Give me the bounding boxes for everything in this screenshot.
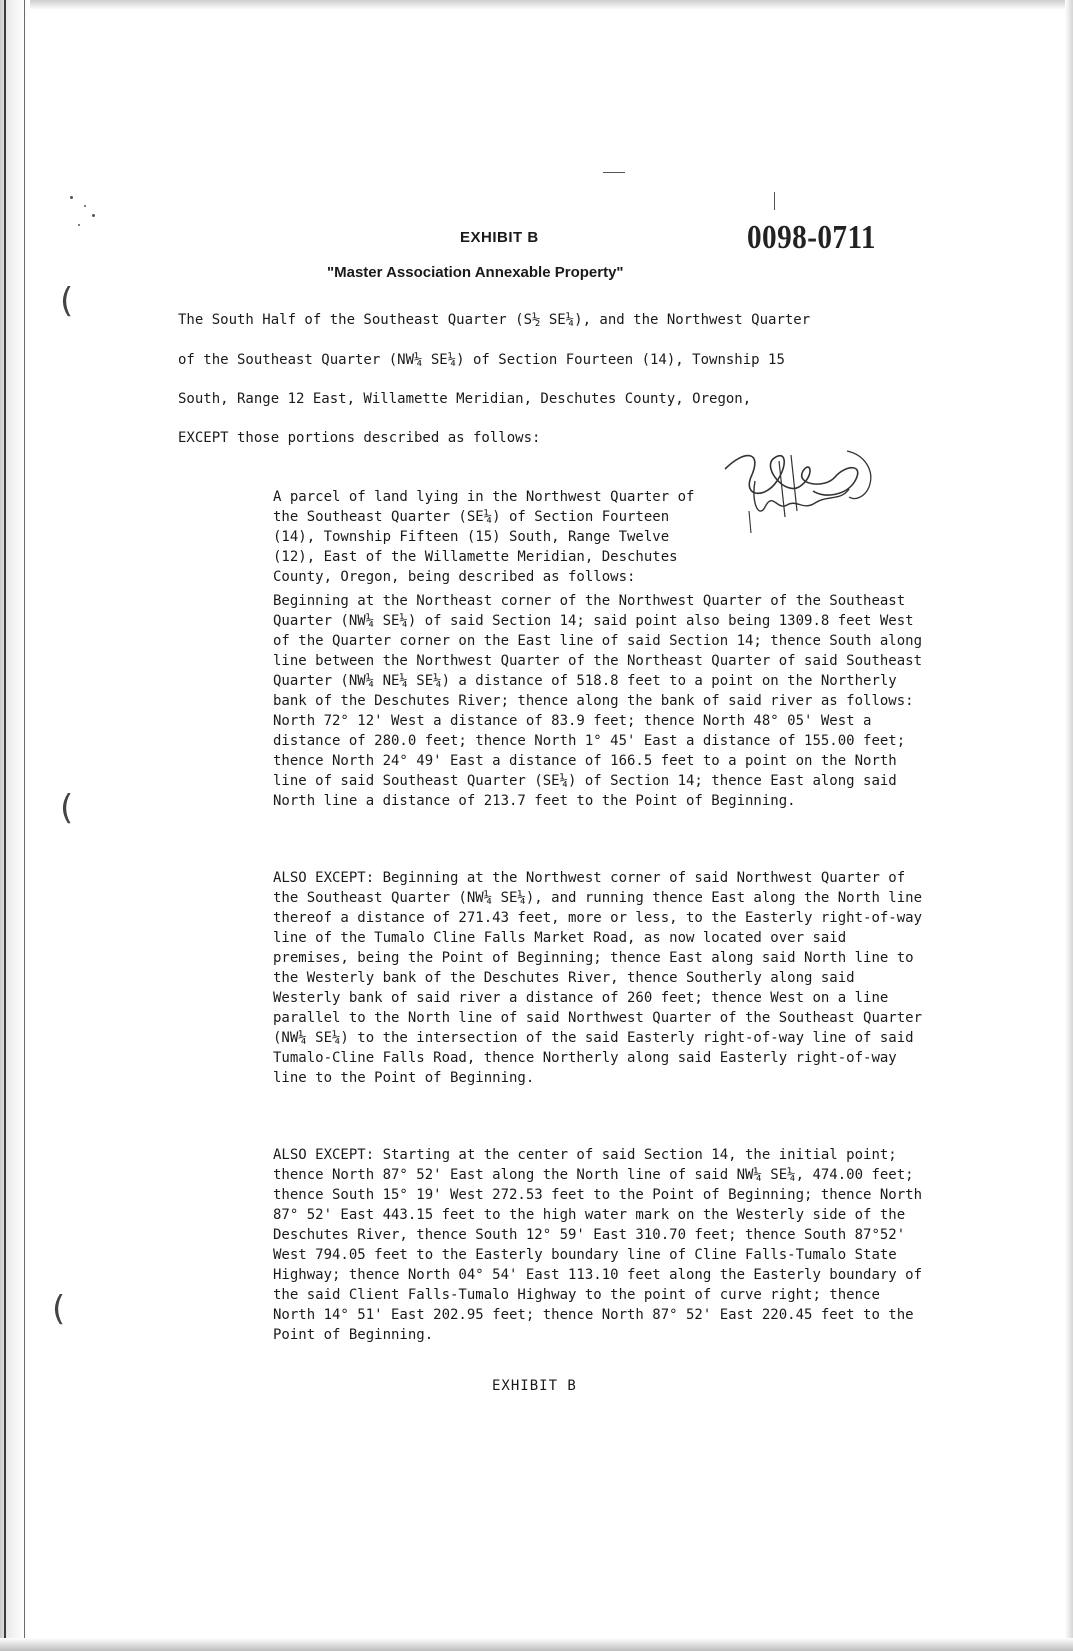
- scan-speck: [92, 214, 95, 217]
- binder-hole-mark: (: [52, 1289, 66, 1329]
- scan-edge-left: [0, 0, 30, 1651]
- scan-speck: [774, 192, 775, 210]
- scan-rule-line: [24, 0, 25, 1651]
- also-except-paragraph-2: ALSO EXCEPT: Starting at the center of said Section 14, the initial point; thence North 87° 52' East along the North line of said NW¼ SE¼, 474.00 feet; thence South 15° 19' West 272.53 feet to the Point of Beginning; thence North 87° 52' East 443.15 feet to the high water mark on the Westerly side of the Deschutes River, thence South 12° 59' East 310.70 feet; thence South 87°52' West 794.05 feet to the Easterly boundary line of Cline Falls-Tumalo State Highway; thence North 04° 54' East 113.10 feet along the Easterly boundary of the said Client Falls-Tumalo Highway to the point of curve right; thence North 14° 51' East 202.95 feet; thence North 87° 52' East 220.45 feet to the Point of Beginning.: [273, 1147, 923, 1343]
- scan-speck: [84, 205, 86, 207]
- scan-edge-right: [1065, 0, 1073, 1651]
- beginning-paragraph: Beginning at the Northeast corner of the Northwest Quarter of the Southeast Quarter (NW¼ SE¼) of said Section 14; said point also being 1309.8 feet West of the Quarter corner on the East line of said Section 14; thence South along line between the Northwest Quarter of the Northeast Quarter of said Southeast Quarter (NW¼ NE¼ SE¼) a distance of 518.8 feet to a point on the Northerly bank of the Deschutes River; thence along the bank of said river as follows: North 72° 12' West a distance of 83.9 feet; thence North 48° 05' West a distance of 280.0 feet; thence North 1° 45' East a distance of 155.00 feet; thence North 24° 49' East a distance of 166.5 feet to a point on the North line of said Southeast Quarter (SE¼) of Section 14; thence East along said North line a distance of 213.7 feet to the Point of Beginning.: [273, 593, 923, 809]
- scan-edge-bottom: [0, 1638, 1073, 1651]
- parcel-intro-clip: [273, 487, 705, 585]
- binder-hole-mark: (: [60, 788, 74, 828]
- scan-speck: [78, 224, 80, 226]
- intro-line: EXCEPT those portions described as follows:: [178, 430, 541, 446]
- also-except-paragraph-1: ALSO EXCEPT: Beginning at the Northwest corner of said Northwest Quarter of the Southeast Quarter (NW¼ SE¼), and running thence East along the North line thereof a distance of 271.43 feet, more or less, to the Easterly right-of-way line of the Tumalo Cline Falls Market Road, as now located over said premises, being the Point of Beginning; thence East along said North line to the Westerly bank of the Deschutes River, thence Southerly along said Westerly bank of said river a distance of 260 feet; thence West on a line parallel to the North line of said Northwest Quarter of the Southeast Quarter (NW¼ SE¼) to the intersection of the said Easterly right-of-way line of said Tumalo-Cline Falls Road, thence Northerly along said Easterly right-of-way line to the Point of Beginning.: [273, 870, 923, 1086]
- footer-exhibit-label: EXHIBIT B: [492, 1378, 577, 1394]
- exhibit-subtitle: "Master Association Annexable Property": [327, 264, 624, 281]
- parcel-intro-paragraph: A parcel of land lying in the Northwest Quarter of the Southeast Quarter (SE¼) of Section Fourteen (14), Township Fifteen (15) South, Range Twelve (12), East of the Willamette Meridian, Deschutes County, Oregon, being described as follows:: [273, 489, 695, 585]
- intro-line: of the Southeast Quarter (NW¼ SE¼) of Section Fourteen (14), Township 15: [178, 352, 785, 368]
- intro-line: The South Half of the Southeast Quarter (S½ SE¼), and the Northwest Quarter: [178, 312, 811, 328]
- scan-speck: [603, 172, 625, 173]
- document-number: 0098-0711: [747, 219, 876, 256]
- handwritten-signature: [715, 441, 887, 551]
- binder-hole-mark: (: [60, 281, 74, 321]
- intro-line: South, Range 12 East, Willamette Meridian, Deschutes County, Oregon,: [178, 391, 752, 407]
- scan-rule-line: [4, 0, 6, 1651]
- scan-edge-top: [0, 0, 1073, 10]
- exhibit-title: EXHIBIT B: [460, 229, 539, 246]
- scan-speck: [70, 196, 73, 199]
